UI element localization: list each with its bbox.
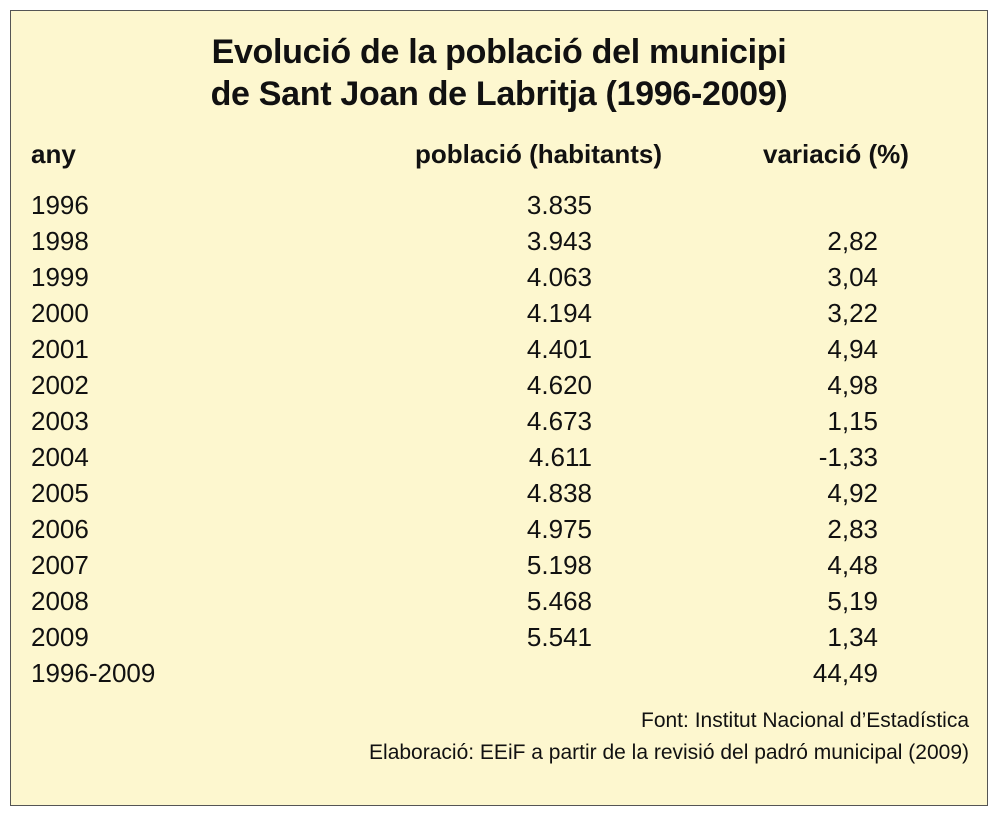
title-line-2: de Sant Joan de Labritja (1996-2009)	[210, 75, 788, 113]
cell-variation: 1,15	[827, 406, 878, 436]
table-row	[11, 619, 987, 655]
cell-population: 4.401	[526, 334, 592, 364]
cell-variation: 44,49	[812, 658, 878, 688]
table-row	[11, 403, 987, 439]
cell-variation: 2,82	[827, 226, 878, 256]
table-row	[11, 475, 987, 511]
cell-variation: 3,04	[827, 262, 878, 292]
cell-population: 4.194	[526, 298, 592, 328]
cell-variation: 4,94	[827, 334, 878, 364]
chart-title	[11, 31, 987, 115]
cell-variation: -1,33	[818, 442, 878, 472]
table-row	[11, 439, 987, 475]
cell-variation: 4,92	[827, 478, 878, 508]
cell-population: 5.198	[526, 550, 592, 580]
cell-population: 5.541	[526, 622, 592, 652]
source-line-2: Elaboració: EEiF a partir de la revisió del padró municipal (2009)	[369, 741, 969, 764]
table-row	[11, 511, 987, 547]
cell-year: 1996-2009	[31, 658, 156, 688]
cell-year: 2009	[31, 622, 89, 652]
cell-year: 2007	[31, 550, 89, 580]
cell-year: 2003	[31, 406, 89, 436]
cell-population: 4.975	[526, 514, 592, 544]
cell-variation: 1,34	[827, 622, 878, 652]
table-row	[11, 655, 987, 691]
cell-year: 1996	[31, 190, 89, 220]
table-row	[11, 187, 987, 223]
cell-population: 4.838	[526, 478, 592, 508]
cell-population: 4.620	[526, 370, 592, 400]
source-line-1: Font: Institut Nacional d’Estadística	[641, 709, 969, 732]
cell-year: 1998	[31, 226, 89, 256]
table-row	[11, 259, 987, 295]
title-line-1: Evolució de la població del municipi	[211, 33, 787, 71]
table-row	[11, 547, 987, 583]
table-row	[11, 223, 987, 259]
cell-population: 3.943	[526, 226, 592, 256]
cell-population: 3.835	[526, 190, 592, 220]
cell-year: 2000	[31, 298, 89, 328]
cell-year: 2004	[31, 442, 89, 472]
cell-year: 2002	[31, 370, 89, 400]
cell-year: 2008	[31, 586, 89, 616]
table-body	[11, 187, 987, 691]
source-note	[369, 705, 969, 769]
column-header-population: població (habitants)	[415, 139, 662, 169]
table-row	[11, 583, 987, 619]
cell-population: 5.468	[526, 586, 592, 616]
table-row	[11, 331, 987, 367]
cell-variation: 4,98	[827, 370, 878, 400]
table-row	[11, 295, 987, 331]
cell-population: 4.673	[526, 406, 592, 436]
table-panel	[10, 10, 988, 806]
column-header-variation: variació (%)	[763, 139, 909, 169]
cell-year: 1999	[31, 262, 89, 292]
column-header-year: any	[31, 139, 76, 169]
cell-variation: 4,48	[827, 550, 878, 580]
table-row	[11, 367, 987, 403]
cell-variation: 3,22	[827, 298, 878, 328]
cell-population: 4.063	[526, 262, 592, 292]
cell-population: 4.611	[528, 442, 592, 472]
cell-year: 2006	[31, 514, 89, 544]
cell-year: 2005	[31, 478, 89, 508]
cell-year: 2001	[31, 334, 89, 364]
cell-variation: 5,19	[827, 586, 878, 616]
cell-variation: 2,83	[827, 514, 878, 544]
